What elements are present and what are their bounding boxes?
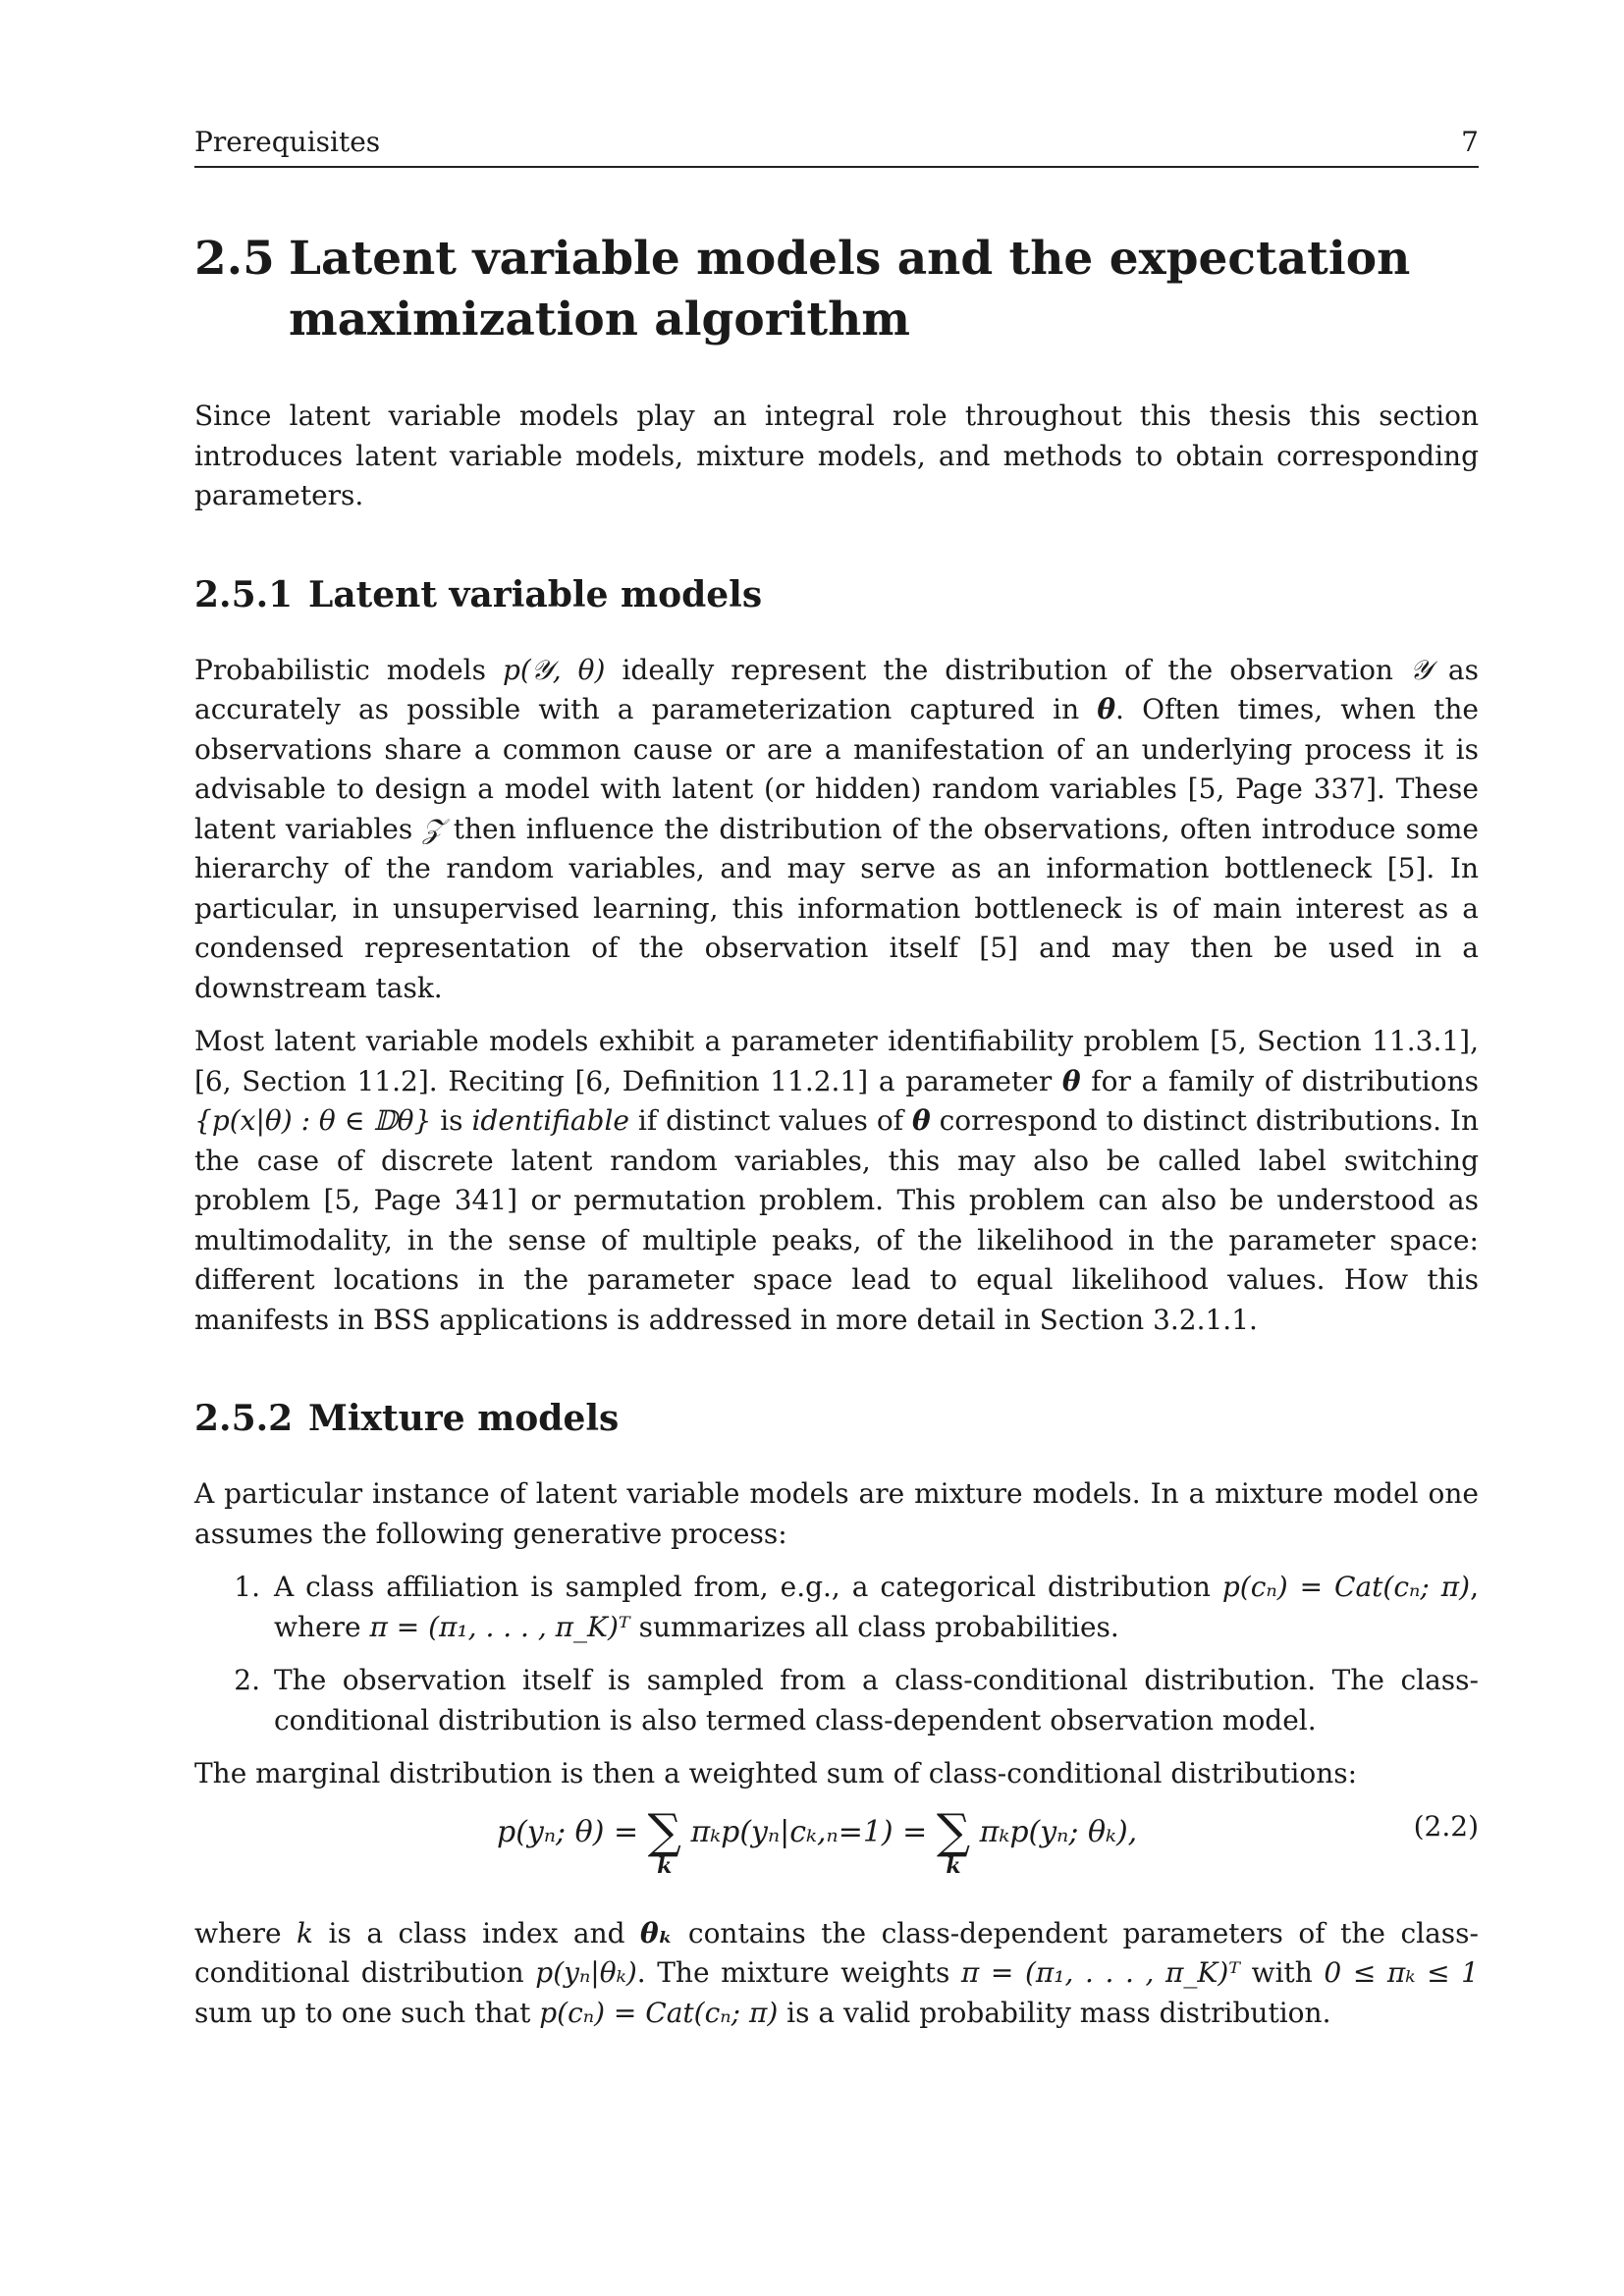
section-number: 2.5 <box>194 232 275 286</box>
sigma-symbol: ∑ <box>936 1803 971 1859</box>
paragraph-marginal: The marginal distribution is then a weighted sum of class-conditional distributions: <box>194 1757 1358 1789</box>
list-item-body <box>274 1568 1479 1647</box>
math-inline: p(cₙ) = Cat(cₙ; π) <box>539 1996 779 2029</box>
section-intro: Since latent variable models play an integral role throughout this thesis this section introduces latent variable models, mixture models, and methods to obtain corresponding parameters. <box>194 400 1479 511</box>
text: then influence the distribution of the observations, often introduce some hierarchy of the random variables, and may serve as an information bottleneck [5]. In particular, in unsupervised learning, this information bottleneck is of main interest as a condensed representation of the observation itself [5] and may then be used in a downstream task. <box>194 812 1480 1004</box>
sum-operator <box>936 1803 971 1879</box>
page-number: 7 <box>1461 126 1479 158</box>
sum-index: k <box>657 1852 673 1879</box>
generative-process-list <box>194 1568 1479 1740</box>
list-item-body <box>274 1661 1479 1740</box>
running-header <box>194 126 1479 168</box>
paragraph-probabilistic-models <box>194 651 1479 1009</box>
emphasis: identifiable <box>471 1104 629 1137</box>
sigma-symbol: ∑ <box>647 1803 681 1859</box>
chapter-title: Prerequisites <box>194 126 381 158</box>
sum-operator <box>647 1803 681 1879</box>
math-inline: p(cₙ) = Cat(cₙ; π) <box>1221 1571 1471 1603</box>
text: correspond to distinct distributions. In the case of discrete latent random variables, this may also be called label switching problem [5, Page 341] or permutation problem. This problem can also be understood as multimodality, in the sense of multiple peaks, of the likelihood in the parameter space: different locations in the parameter space lead to equal likelihood values. How this manifests in BSS applications is addressed in more detail in Section 3.2.1.1. <box>194 1104 1480 1336</box>
subsection-number: 2.5.1 <box>194 573 294 615</box>
paragraph-mixture-weights <box>194 1914 1479 2034</box>
subsection-heading-mixture <box>194 1397 1479 1440</box>
text: contains the class-dependent parameters of the class-conditional distribution <box>194 1916 1479 1989</box>
text: summarizes all class probabilities. <box>629 1610 1119 1643</box>
equation-term: πₖp(yₙ; θₖ), <box>979 1814 1138 1849</box>
paragraph-mixture-intro: A particular instance of latent variable models are mixture models. In a mixture model one assumes the following generative process: <box>194 1477 1479 1550</box>
math-inline: π = (π₁, . . . , π_K)ᵀ <box>369 1610 630 1643</box>
math-inline: 0 ≤ πₖ ≤ 1 <box>1324 1956 1479 1989</box>
text: for a family of distributions <box>1080 1064 1479 1097</box>
text: A class affiliation is sampled from, e.g., a categorical distribution <box>274 1571 1222 1603</box>
list-marker: 1. <box>234 1571 260 1603</box>
text: The observation itself is sampled from a class-conditional distribution. The class-conditional distribution is also termed class-dependent observation model. <box>274 1664 1479 1736</box>
math-inline: π = (π₁, . . . , π_K)ᵀ <box>960 1956 1241 1989</box>
equation-lhs: p(yₙ; θ) = <box>497 1814 639 1849</box>
math-inline: θ <box>1097 693 1116 725</box>
text: is a valid probability mass distribution. <box>778 1996 1331 2029</box>
math-inline: 𝒴 <box>1409 653 1432 686</box>
page <box>194 126 1479 2033</box>
paragraph-identifiability <box>194 1022 1479 1340</box>
math-inline: 𝒵 <box>422 812 444 845</box>
section-title-line2: maximization algorithm <box>289 293 910 347</box>
list-marker: 2. <box>234 1664 260 1696</box>
section-title-line1: Latent variable models and the expectation <box>289 232 1411 286</box>
text: is a class index and <box>313 1916 641 1949</box>
text: where <box>194 1916 298 1949</box>
math-inline: θ <box>1061 1064 1081 1097</box>
section-heading <box>194 229 1479 350</box>
sum-index: k <box>946 1852 961 1879</box>
text: . The mixture weights <box>636 1956 961 1989</box>
text: Probabilistic models <box>194 653 503 686</box>
list-item <box>194 1661 1479 1740</box>
equation-body <box>497 1803 1138 1879</box>
text: if distinct values of <box>628 1104 912 1137</box>
equation-number: (2.2) <box>1413 1809 1479 1842</box>
equation-2-2 <box>194 1794 1479 1902</box>
text: as accurately as possible with a parameterization captured in <box>194 653 1479 725</box>
text: , where <box>274 1571 1479 1643</box>
list-item <box>194 1568 1479 1647</box>
text: Most latent variable models exhibit a parameter identifiability problem [5, Section 11.3.1], [6, Section 11.2]. Reciting [6, Definition 11.2.1] a parameter <box>194 1025 1479 1097</box>
math-inline: {p(x|θ) : θ ∈ 𝔻θ} <box>194 1104 432 1137</box>
text: sum up to one such that <box>194 1996 540 2029</box>
math-inline: k <box>297 1916 313 1949</box>
text: with <box>1240 1956 1325 1989</box>
text: is <box>431 1104 472 1137</box>
math-inline: p(𝒴, θ) <box>502 653 606 686</box>
section-title <box>289 229 1410 350</box>
math-inline: θ <box>911 1104 931 1137</box>
equation-term: πₖp(yₙ|cₖ,ₙ=1) = <box>690 1814 928 1849</box>
subsection-number: 2.5.2 <box>194 1398 294 1439</box>
math-inline: θₖ <box>640 1916 674 1949</box>
text: ideally represent the distribution of the observation <box>605 653 1410 686</box>
math-inline: p(yₙ|θₖ) <box>535 1956 637 1989</box>
text: . Often times, when the observations share a common cause or are a manifestation of an underlying process it is advisable to design a model with latent (or hidden) random variables [5, Page 337]. These latent variables <box>194 693 1479 845</box>
subsection-heading-latent <box>194 573 1479 616</box>
subsection-title: Latent variable models <box>308 573 763 615</box>
subsection-title: Mixture models <box>308 1398 620 1439</box>
